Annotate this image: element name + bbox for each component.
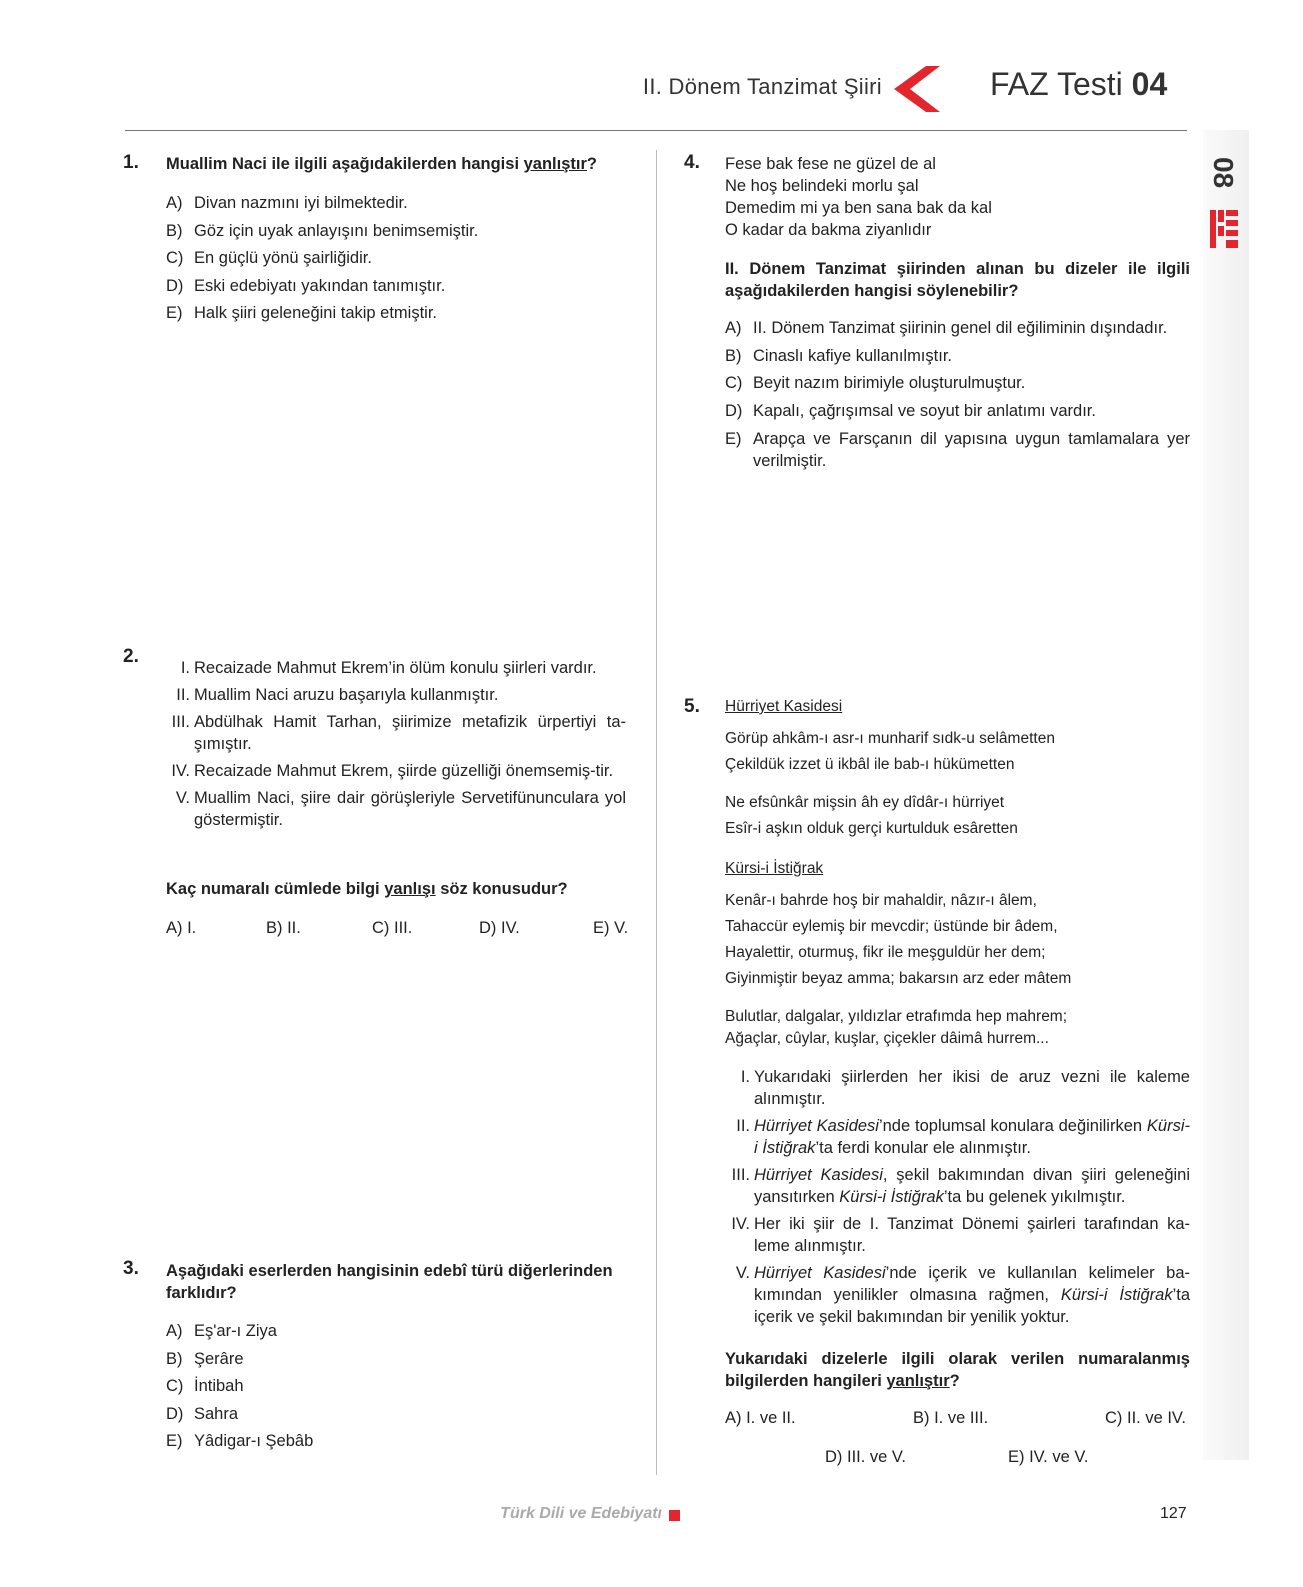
option-c[interactable]: C) Beyit nazım birimiyle oluşturulmuştur. — [725, 374, 1026, 392]
poem-line: Görüp ahkâm-ı asr-ı munharif sıdk-u selâmetten — [725, 730, 1055, 747]
poem-2-stanza-2 — [725, 1006, 1190, 1050]
poem-line: Esîr-i aşkın olduk gerçi kurtulduk esâretten — [725, 820, 1018, 837]
footer-book-title: Türk Dili ve Edebiyatı — [500, 1505, 662, 1522]
poem-line: Kenâr-ı bahrde hoş bir mahaldir, nâzır-ı âlem, — [725, 892, 1037, 909]
poem-line: Bulutlar, dalgalar, yıldızlar etrafımda hep mahrem; — [725, 1008, 1068, 1025]
question-5-number: 5. — [684, 696, 700, 717]
question-4-poem — [725, 153, 1190, 241]
poem-title-1: Hürriyet Kasidesi — [725, 698, 843, 715]
side-tab-number: 08 — [1208, 157, 1239, 189]
poem-line: Demedim mi ya ben sana bak da kal — [725, 199, 992, 217]
poem-line: Ne hoş belindeki morlu şal — [725, 177, 919, 195]
option-e[interactable]: E) Halk şiiri geleneğini takip etmiştir. — [166, 304, 438, 322]
poem-line: Ağaçlar, cûylar, kuşlar, çiçekler dâimâ hurrem... — [725, 1030, 1049, 1047]
question-3-options — [166, 1318, 626, 1456]
poem-title-2: Kürsi-i İstiğrak — [725, 860, 824, 877]
question-2-statements — [160, 657, 633, 831]
question-1-stem: Muallim Naci ile ilgili aşağıdakilerden hangisi yanlıştır? — [166, 155, 597, 173]
option-c[interactable]: C) En güçlü yönü şairliğidir. — [166, 249, 372, 267]
column-divider — [656, 150, 657, 1475]
poem-line: Tahaccür eylemiş bir mevcdir; üstünde bir âdem, — [725, 918, 1058, 935]
question-3-stem: Aşağıdaki eserlerden hangisinin edebî türü diğerlerinden farklıdır? — [166, 1262, 613, 1302]
option-c[interactable]: C) İntibah — [166, 1377, 244, 1395]
option-a[interactable]: A) I. — [166, 919, 197, 937]
option-b[interactable]: B) II. — [266, 919, 301, 937]
poem-line: Çekildük izzet ü ikbâl ile bab-ı hükümetten — [725, 756, 1015, 773]
option-e[interactable]: E) V. — [593, 919, 629, 937]
option-d[interactable]: D) III. ve V. — [825, 1448, 907, 1466]
question-2-number: 2. — [123, 646, 139, 667]
question-5-statements — [720, 1066, 1190, 1328]
test-number: 04 — [1131, 66, 1168, 102]
poem-line: Ne efsûnkâr mişsin âh ey dîdâr-ı hürriyet — [725, 794, 1005, 811]
option-b[interactable]: B) I. ve III. — [913, 1409, 989, 1427]
test-title — [990, 66, 1167, 103]
statement-5: V. Hürriyet Kasidesi’nde içerik ve kullanılan kelimeler ba-kımından yenilikler olmasına rağmen, Kürsi-i İstiğrak’ta içerik ve şekil bakımından bir yenilik yoktur. — [735, 1264, 1191, 1326]
page-number: 127 — [1160, 1505, 1187, 1522]
statement-3: III. Hürriyet Kasidesi, şekil bakımından divan şiiri geleneğini yansıtırken Kürsi-i İstiğrak’ta bu gelenek yıkılmıştır. — [731, 1166, 1190, 1206]
option-c[interactable]: C) II. ve IV. — [1105, 1409, 1187, 1427]
statement-1: I. Yukarıdaki şiirlerden her ikisi de aruz vezni ile kaleme alınmıştır. — [740, 1068, 1190, 1108]
question-5-stem: Yukarıdaki dizelerle ilgili olarak verilen numaralanmış bilgilerden hangileri yanlıştır? — [725, 1350, 1190, 1390]
test-prefix: FAZ Testi — [990, 66, 1123, 102]
statement-1: I. Recaizade Mahmut Ekrem’in ölüm konulu şiirleri vardır. — [180, 659, 597, 677]
poem-2-stanza-1 — [725, 888, 1190, 992]
footer-square-icon — [669, 1510, 680, 1521]
option-a[interactable]: A) Eş'ar-ı Ziya — [166, 1322, 277, 1340]
statement-5: V. Muallim Naci, şiire dair görüşleriyle Servetifünunculara yol göstermiştir. — [175, 789, 626, 829]
option-b[interactable]: B) Cinaslı kafiye kullanılmıştır. — [725, 346, 952, 365]
option-d[interactable]: D) Kapalı, çağrışımsal ve soyut bir anlatımı vardır. — [725, 401, 1096, 420]
question-4-number: 4. — [684, 152, 700, 173]
option-e[interactable]: E) Arapça ve Farsçanın dil yapısına uygun tamlamalara yer verilmiştir. — [725, 430, 1190, 470]
option-a[interactable]: A) I. ve II. — [725, 1409, 796, 1427]
statement-4: IV. Recaizade Mahmut Ekrem, şiirde güzelliği önemsemiş-tir. — [171, 762, 614, 780]
question-1-options — [166, 190, 626, 328]
option-e[interactable]: E) IV. ve V. — [1008, 1448, 1089, 1466]
poem-line: Hayalettir, oturmuş, fikr ile meşguldür her dem; — [725, 944, 1046, 961]
section-title: II. Dönem Tanzimat Şiiri — [642, 74, 882, 99]
side-tab — [1203, 130, 1249, 1460]
option-a[interactable]: A) Divan nazmını iyi bilmektedir. — [166, 194, 408, 212]
statement-2: II. Muallim Naci aruzu başarıyla kullanmıştır. — [176, 686, 499, 704]
poem-1-stanza-1 — [725, 726, 1190, 778]
option-d[interactable]: D) Sahra — [166, 1404, 239, 1423]
question-4-options — [725, 315, 1190, 472]
question-2-stem: Kaç numaralı cümlede bilgi yanlışı söz konusudur? — [166, 880, 568, 898]
option-a[interactable]: A) II. Dönem Tanzimat şiirinin genel dil eğiliminin dışındadır. — [725, 319, 1168, 337]
poem-line: O kadar da bakma ziyanlıdır — [725, 221, 932, 239]
header-divider — [125, 130, 1187, 131]
option-b[interactable]: B) Göz için uyak anlayışını benimsemiştir. — [166, 221, 479, 240]
poem-line: Fese bak fese ne güzel de al — [725, 155, 936, 173]
option-e[interactable]: E) Yâdigar-ı Şebâb — [166, 1432, 314, 1450]
chevron-left-icon — [888, 64, 948, 119]
statement-4: IV. Her iki şiir de I. Tanzimat Dönemi şairleri tarafından ka-leme alınmıştır. — [731, 1215, 1190, 1255]
poem-1-stanza-2 — [725, 790, 1190, 842]
option-b[interactable]: B) Şerâre — [166, 1349, 244, 1368]
option-c[interactable]: C) III. — [372, 919, 413, 937]
poem-line: Giyinmiştir beyaz amma; bakarsın arz eder mâtem — [725, 970, 1072, 987]
statement-3: III. Abdülhak Hamit Tarhan, şiirimize metafizik ürpertiyi ta-şımıştır. — [171, 713, 626, 753]
question-3-number: 3. — [123, 1258, 139, 1279]
option-d[interactable]: D) IV. — [479, 919, 520, 937]
question-1-number: 1. — [123, 152, 139, 173]
statement-2: II. Hürriyet Kasidesi’nde toplumsal konulara değinilirken Kürsi-i İstiğrak’ta ferdi konular ele alınmıştır. — [736, 1117, 1190, 1157]
option-d[interactable]: D) Eski edebiyatı yakından tanımıştır. — [166, 276, 446, 295]
publisher-logo-icon — [1210, 210, 1240, 255]
question-4-stem: II. Dönem Tanzimat şiirinden alınan bu dizeler ile ilgili aşağıdakilerden hangisi söylenebilir? — [725, 260, 1190, 300]
